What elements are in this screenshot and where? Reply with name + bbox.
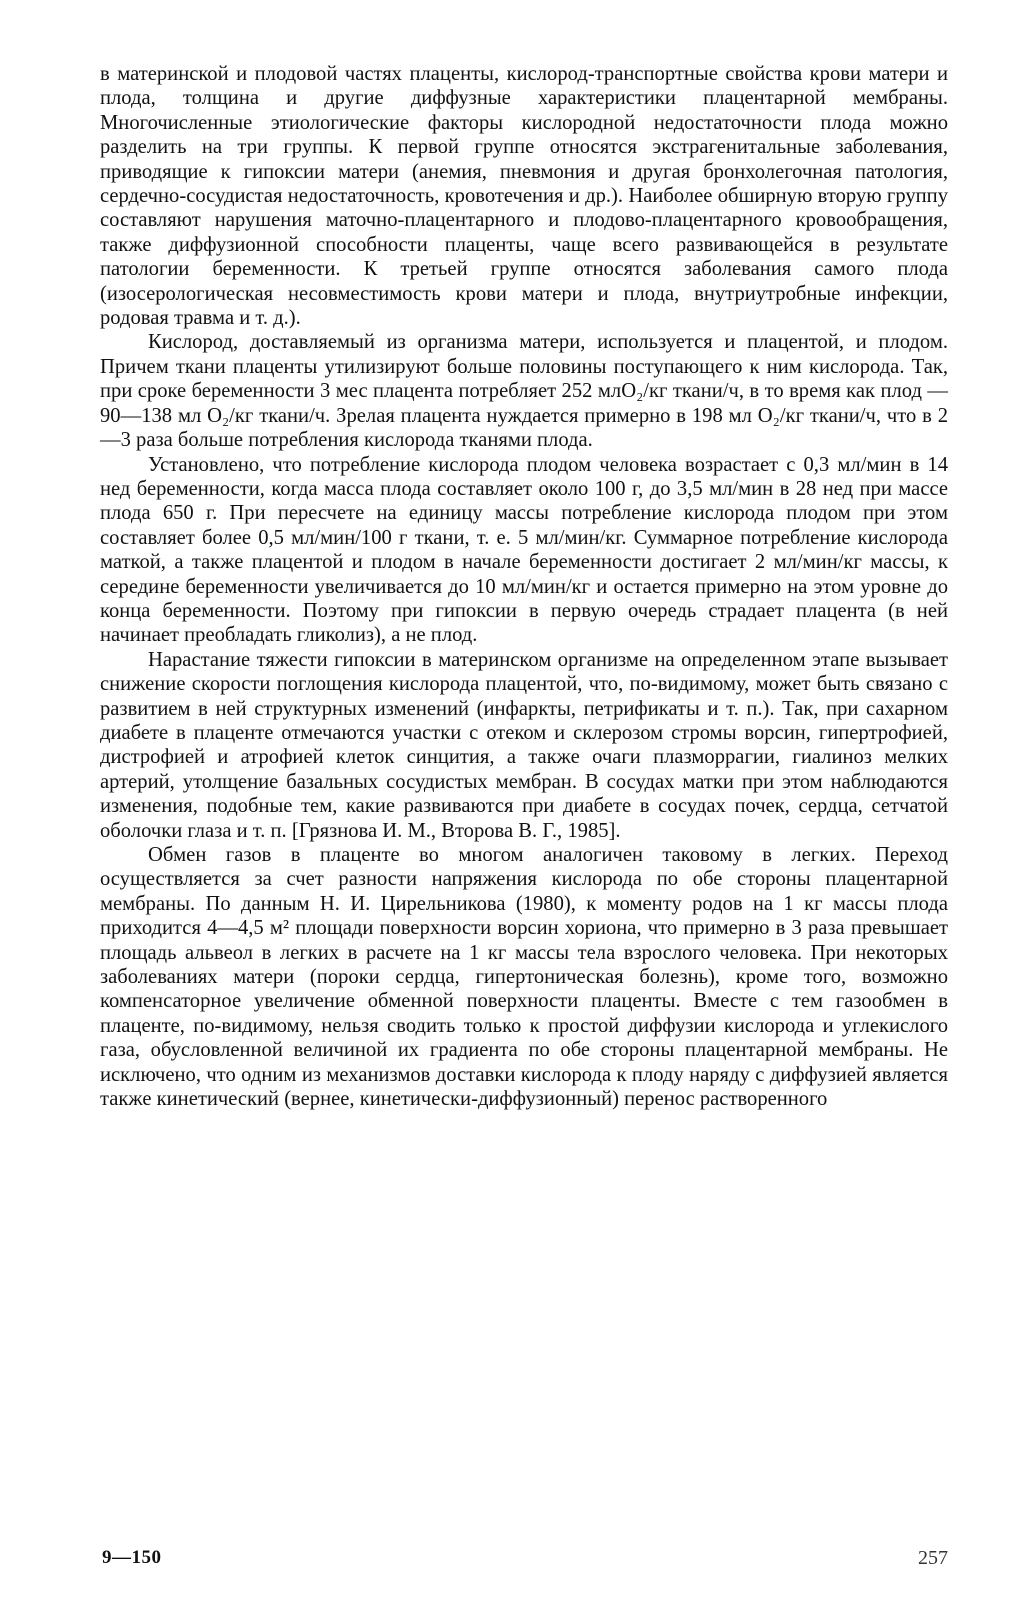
paragraph-2: Кислород, доставляемый из организма матери, используется и плацентой, и плодом. Причем ткани плаценты утилизируют больше половины поступающего к ним кислорода. Так, при сроке беременности 3 мес плацента потребляет 252 млО₂/кг ткани/ч, в то время как плод — 90—138 мл O₂/кг ткани/ч. Зрелая плацента нуждается примерно в 198 мл O₂/кг ткани/ч, что в 2—3 раза больше потребления кислорода тканями плода. xyxy=(100,331,948,452)
paragraph-3: Установлено, что потребление кислорода плодом человека возрастает с 0,3 мл/мин в 14 нед беременности, когда масса плода составляет около 100 г, до 3,5 мл/мин в 28 нед при массе плода 650 г. При пересчете на единицу массы потребление кислорода плодом при этом составляет более 0,5 мл/мин/100 г ткани, т. е. 5 мл/мин/кг. Суммарное потребление кислорода маткой, а также плацентой и плодом в начале беременности достигает 2 мл/мин/кг массы, к середине беременности увеличивается до 10 мл/мин/кг и остается примерно на этом уровне до конца беременности. Поэтому при гипоксии в первую очередь страдает плацента (в ней начинает преобладать гликолиз), а не плод. xyxy=(100,453,948,647)
printer-signature: 9—150 xyxy=(102,1547,162,1568)
page-number: 257 xyxy=(918,1547,948,1569)
paragraph-1: в материнской и плодовой частях плаценты, кислород-транспортные свойства крови матери и плода, толщина и другие диффузные характеристики плацентарной мембраны. Многочисленные этиологические факторы кислородной недостаточности плода можно разделить на три группы. К первой группе относятся экстрагенитальные заболевания, приводящие к гипоксии матери (анемия, пневмония и другая бронхолегочная патология, сердечно-сосудистая недостаточность, кровотечения и др.). Наиболее обширную вторую группу составляют нарушения маточно-плацентарного и плодово-плацентарного кровообращения, также диффузионной способности плаценты, чаще всего развивающейся в результате патологии беременности. К третьей группе относятся заболевания самого плода (изосерологическая несовместимость крови матери и плода, внутриутробные инфекции, родовая травма и т. д.). xyxy=(100,63,948,330)
body-text xyxy=(100,62,948,1111)
paragraph-4: Нарастание тяжести гипоксии в материнском организме на определенном этапе вызывает снижение скорости поглощения кислорода плацентой, что, по-видимому, может быть связано с развитием в ней структурных изменений (инфаркты, петрификаты и т. п.). Так, при сахарном диабете в плаценте отмечаются участки с отеком и склерозом стромы ворсин, гипертрофией, дистрофией и атрофией клеток синцития, а также очаги плазморрагии, гиалиноз мелких артерий, утолщение базальных сосудистых мембран. В сосудах матки при этом наблюдаются изменения, подобные тем, какие развиваются при диабете в сосудах почек, сердца, сетчатой оболочки глаза и т. п. [Грязнова И. М., Второва В. Г., 1985]. xyxy=(100,648,948,842)
paragraph-5: Обмен газов в плаценте во многом аналогичен таковому в легких. Переход осуществляется за счет разности напряжения кислорода по обе стороны плацентарной мембраны. По данным Н. И. Цирельникова (1980), к моменту родов на 1 кг массы плода приходится 4—4,5 м² площади поверхности ворсин хориона, что примерно в 3 раза превышает площадь альвеол в легких в расчете на 1 кг массы тела взрослого человека. При некоторых заболеваниях матери (пороки сердца, гипертоническая болезнь), кроме того, возможно компенсаторное увеличение обменной поверхности плаценты. Вместе с тем газообмен в плаценте, по-видимому, нельзя сводить только к простой диффузии кислорода и углекислого газа, обусловленной величиной их градиента по обе стороны плацентарной мембраны. Не исключено, что одним из механизмов доставки кислорода к плоду наряду с диффузией является также кинетический (вернее, кинетически-диффузионный) перенос растворенного xyxy=(100,844,948,1111)
